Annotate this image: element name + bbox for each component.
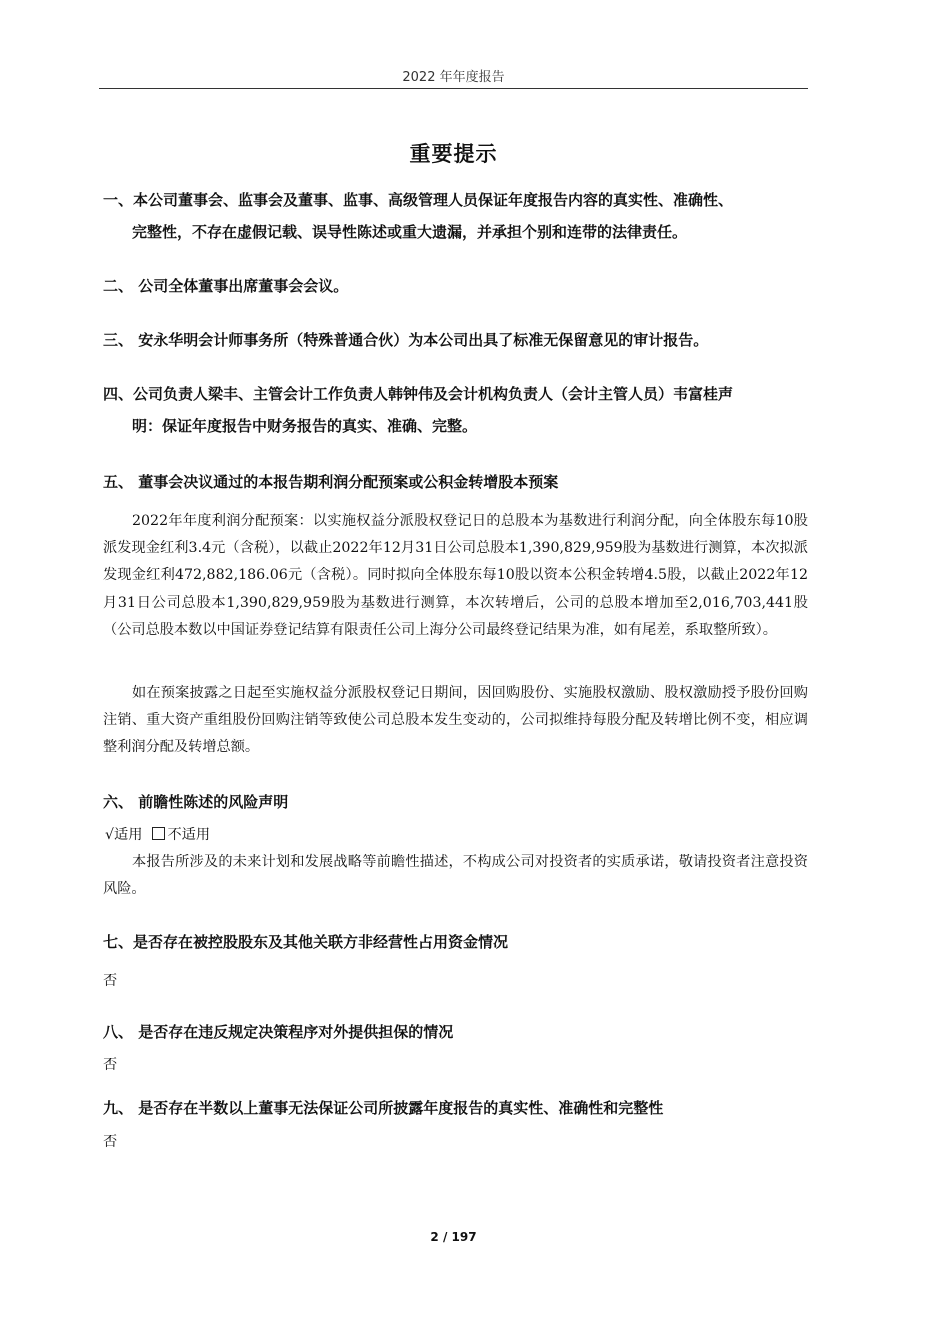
section-2: 二、 公司全体董事出席董事会会议。: [103, 277, 349, 295]
section-7-answer: 否: [103, 973, 118, 989]
section-9-answer: 否: [103, 1134, 118, 1150]
page-number: 2 / 197: [430, 1230, 477, 1244]
section-9-heading: 九、 是否存在半数以上董事无法保证公司所披露年度报告的真实性、准确性和完整性: [103, 1099, 664, 1117]
applicability-row: [105, 824, 210, 844]
section-4: [103, 378, 815, 442]
section-5-paragraph-1: 2022年年度利润分配预案：以实施权益分派股权登记日的总股本为基数进行利润分配，向全体股东每10股派发现金红利3.4元（含税），以截止2022年12月31日公司总股本1,390,829,959股为基数进行测算，本次拟派发现金红利472,882,186.06元（含税）。同时拟向全体股东每10股以资本公积金转增4.5股，以截止2022年12月31日公司总股本1,390,829,959股为基数进行测算，本次转增后，公司的总股本增加至2,016,703,441股（公司总股本数以中国证券登记结算有限责任公司上海分公司最终登记结果为准，如有尾差，系取整所致）。: [103, 513, 808, 638]
page-header: 2022 年年度报告: [402, 70, 505, 85]
empty-checkbox-icon: [152, 827, 165, 840]
section-1-line-1: 一、本公司董事会、监事会及董事、监事、高级管理人员保证年度报告内容的真实性、准确性、: [103, 191, 734, 209]
not-applicable-label: 不适用: [167, 827, 211, 843]
section-5-heading: 五、 董事会决议通过的本报告期利润分配预案或公积金转增股本预案: [103, 473, 559, 491]
header-divider: [99, 88, 808, 89]
applicable-label: 适用: [114, 827, 143, 843]
check-mark-icon: √: [105, 827, 115, 843]
page-title: 重要提示: [409, 142, 498, 166]
section-8-answer: 否: [103, 1057, 118, 1073]
section-5-paragraph-2: 如在预案披露之日起至实施权益分派股权登记日期间，因回购股份、实施股权激励、股权激励授予股份回购注销、重大资产重组股份回购注销等致使公司总股本发生变动的，公司拟维持每股分配及转增比例不变，相应调整利润分配及转增总额。: [103, 685, 808, 756]
section-8-heading: 八、 是否存在违反规定决策程序对外提供担保的情况: [103, 1023, 454, 1041]
section-1: [103, 184, 815, 248]
section-6-heading: 六、 前瞻性陈述的风险声明: [103, 793, 289, 811]
section-4-line-1: 四、公司负责人梁丰、主管会计工作负责人韩钟伟及会计机构负责人（会计主管人员）韦富桂声: [103, 385, 734, 403]
section-1-line-2: 完整性，不存在虚假记载、误导性陈述或重大遗漏，并承担个别和连带的法律责任。: [132, 223, 688, 241]
section-6-paragraph: 本报告所涉及的未来计划和发展战略等前瞻性描述，不构成公司对投资者的实质承诺，敬请投资者注意投资风险。: [103, 854, 808, 898]
section-7-heading: 七、是否存在被控股股东及其他关联方非经营性占用资金情况: [103, 933, 509, 951]
section-3: 三、 安永华明会计师事务所（特殊普通合伙）为本公司出具了标准无保留意见的审计报告。: [103, 331, 709, 349]
section-4-line-2: 明：保证年度报告中财务报告的真实、准确、完整。: [132, 417, 478, 435]
